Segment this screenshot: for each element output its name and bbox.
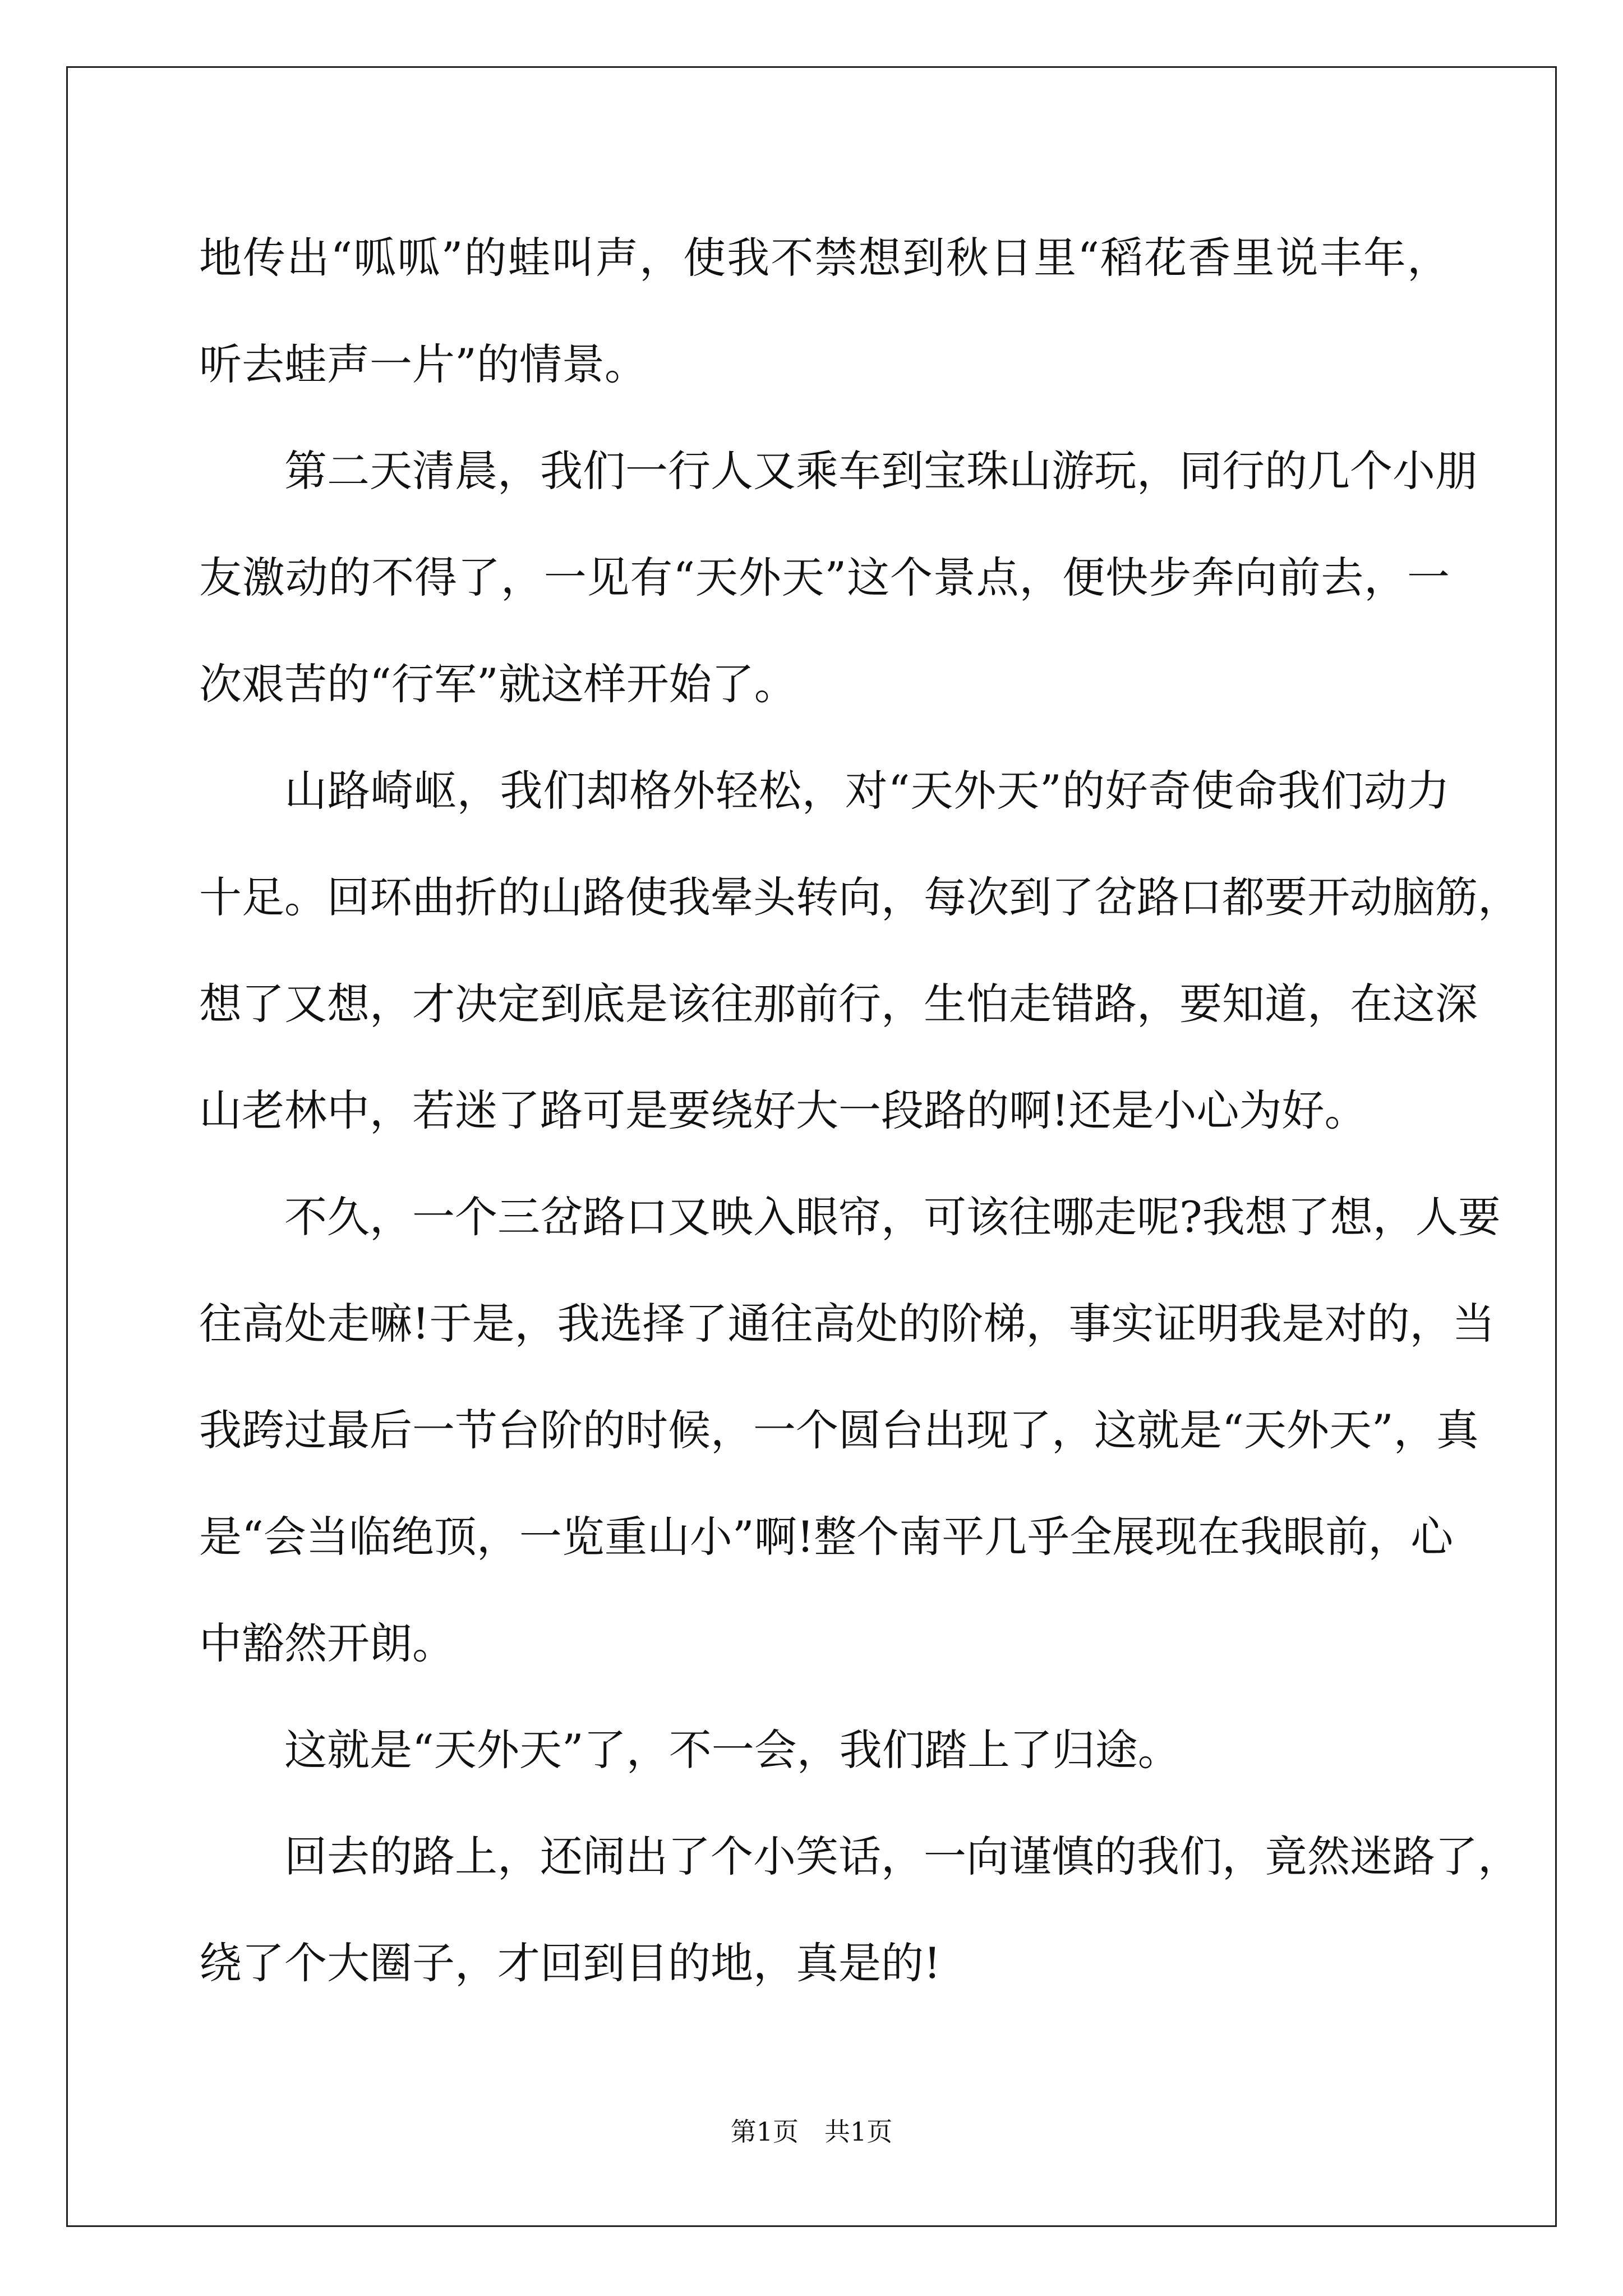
text-line: 山老林中，若迷了路可是要绕好大一段路的啊!还是小心为好。 [199,1085,1367,1135]
text-line: 绕了个大圈子，才回到目的地，真是的! [199,1938,941,1988]
text-line: 十足。回环曲折的山路使我晕头转向，每次到了岔路口都要开动脑筋， [199,872,1520,922]
text-line: 我跨过最后一节台阶的时候，一个圆台出现了，这就是“天外天”，真 [199,1405,1479,1455]
page-number-current: 第1页 [730,2116,799,2147]
text-line: 次艰苦的“行军”就这样开始了。 [199,659,797,709]
text-line: 不久，一个三岔路口又映入眼帘，可该往哪走呢?我想了想，人要 [284,1192,1501,1242]
text-line: 第二天清晨，我们一行人又乘车到宝珠山游玩，同行的几个小朋 [284,446,1478,496]
text-line: 往高处走嘛!于是，我选择了通往高处的阶梯，事实证明我是对的，当 [199,1299,1495,1349]
page-number-total: 共1页 [824,2116,893,2147]
text-line: 想了又想，才决定到底是该往那前行，生怕走错路，要知道，在这深 [199,979,1478,1029]
text-line: 地传出“呱呱”的蛙叫声，使我不禁想到秋日里“稻花香里说丰年， [199,233,1450,283]
document-body [199,205,1520,2017]
text-line: 中豁然开朗。 [199,1618,455,1668]
text-line: 山路崎岖，我们却格外轻松，对“天外天”的好奇使命我们动力 [284,766,1450,816]
text-line: 回去的路上，还闹出了个小笑话，一向谨慎的我们，竟然迷路了， [284,1832,1520,1881]
text-line: 友激动的不得了，一见有“天外天”这个景点，便快步奔向前去，一 [199,553,1450,602]
page-footer [0,2115,1623,2148]
text-line: 这就是“天外天”了，不一会，我们踏上了归途。 [284,1725,1181,1775]
text-line: 听去蛙声一片”的情景。 [199,339,647,389]
text-line: 是“会当临绝顶，一览重山小”啊!整个南平几乎全展现在我眼前，心 [199,1512,1454,1562]
